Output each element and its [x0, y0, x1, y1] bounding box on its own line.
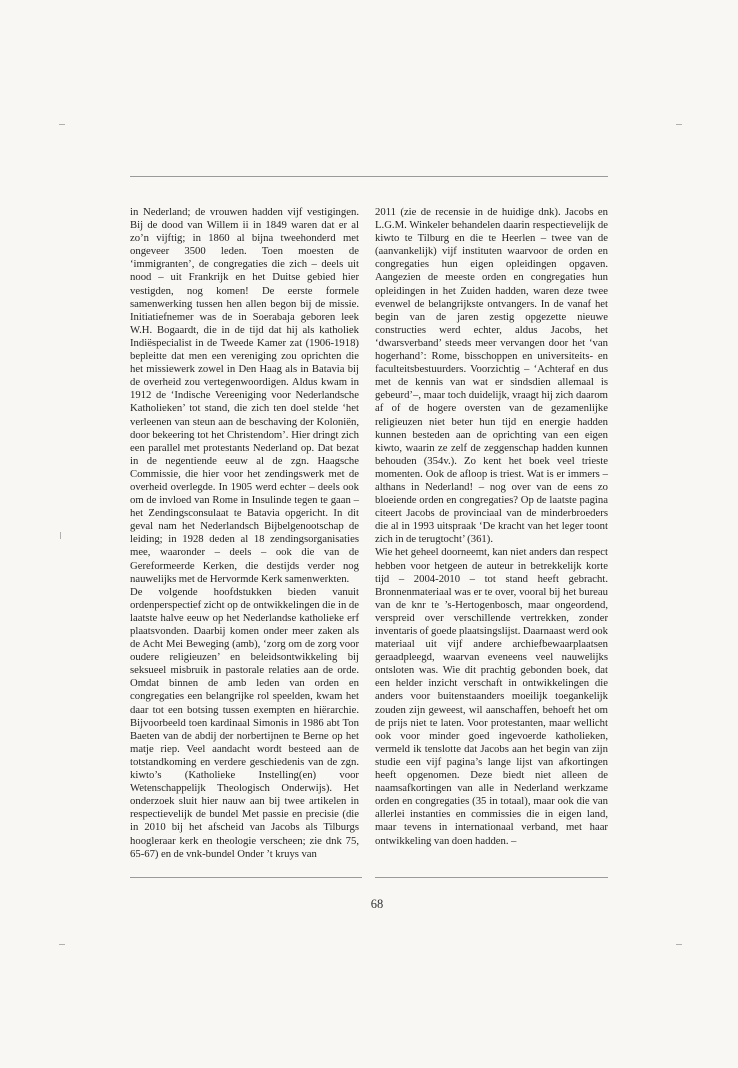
crop-mark — [676, 944, 682, 945]
margin-tick — [60, 532, 61, 539]
paragraph: 2011 (zie de recensie in de huidige dnk). Jacobs en L.G.M. Winkeler behandelen daarin respectievelijk de kiwto te Tilburg en die te Heerlen – twee van de (aanvankelijk) vijf instituten waarvoor de orden en congregaties hun eigen opleidingen opgaven. Aangezien de meeste orden en congregaties hun opleidingen in het Zuiden hadden, waren deze twee evenwel de belangrijkste ontvangers. In de vanaf het begin van de jaren zestig opgezette nieuwe constructies werd echter, aldus Jacobs, het ‘dwarsverband’ steeds meer vervangen door het ‘van hogerhand’: Rome, bisschoppen en universiteits- en faculteitsbestuurders. Voorzichtig – ‘Achteraf en dus met de kennis van wat er sindsdien allemaal is gebeurd’–, maar toch duidelijk, vraagt hij zich daarom af of de hogere oversten van de gezamenlijke religieuzen niet beter hun tijd en energie hadden kunnen besteden aan de oprichting van een eigen kiwto, waarin ze zelf de zeggenschap hadden kunnen behouden (354v.). Zo kent het boek veel trieste momenten. Ook de afloop is triest. Wat is er immers – althans in Nederland! – nog over van de eens zo bloeiende orden en congregaties? Op de laatste pagina citeert Jacobs de provinciaal van de minderbroeders die al in 1993 uitspraak ‘De kracht van het leger toont zich in de terugtocht’ (361). — [375, 206, 608, 546]
footer-rule-right — [375, 877, 608, 878]
paragraph: Wie het geheel doorneemt, kan niet anders dan respect hebben voor hetgeen de auteur in betrekkelijk korte tijd – 2004-2010 – tot stand heeft gebracht. Bronnenmateriaal was er te over, vooral bij het bureau van de knr te ’s-Hertogenbosch, maar ongeordend, verspreid over verschillende vertrekken, zonder inventaris of goede plaatsingslijst. Daarnaast werd ook materiaal uit vijf andere archiefbewaarplaatsen geraadpleegd, waarvan eveneens veel nauwelijks ontsloten was. Wie dit prachtig gebonden boek, dat een helder inzicht verschaft in ontwikkelingen die anders voor buitenstaanders moeilijk toegankelijk zouden zijn geweest, wil aanschaffen, behoeft het om de prijs niet te laten. Voor protestanten, maar wellicht ook voor minder goed ingevoerde katholieken, vermeld ik tenslotte dat Jacobs aan het begin van zijn studie een vijf pagina’s lange lijst van afkortingen heeft opgenomen. Deze biedt niet alleen de naamsafkortingen van alle in Nederland werkzame orden en congregaties (35 in totaal), maar ook die van allerlei instanties en commissies die in eigen land, maar tevens in internationaal verband, met haar ontwikkeling van doen hadden. – — [375, 546, 608, 847]
header-rule — [130, 176, 608, 177]
crop-mark — [59, 944, 65, 945]
page-number: 68 — [370, 897, 384, 911]
crop-mark — [676, 124, 682, 125]
left-column — [130, 206, 359, 861]
crop-mark — [59, 124, 65, 125]
right-column — [375, 206, 608, 848]
paragraph: De volgende hoofdstukken bieden vanuit ordenperspectief zicht op de ontwikkelingen die in de laatste halve eeuw op het Nederlandse katholieke erf plaatsvonden. Daarbij komen onder meer zaken als de Acht Mei Beweging (amb), ‘zorg om de zorg voor oudere religieuzen’ en beleidsontwikkeling bij seksueel misbruik in pastorale relaties aan de orde. Omdat binnen de amb leden van orden en congregaties een belangrijke rol speelden, kwam het daar tot een botsing tussen exempten en hiërarchie. Bijvoorbeeld toen kardinaal Simonis in 1986 abt Ton Baeten van de abdij der norbertijnen te Berne op het matje riep. Veel aandacht wordt besteed aan de totstandkoming en verdere geschiedenis van de zgn. kiwto’s (Katholieke Instelling(en) voor Wetenschappelijk Theologisch Onderwijs). Het onderzoek sluit hier nauw aan bij twee artikelen in respectievelijk de bundel Met passie en precisie (die in 2010 bij het afscheid van Jacobs als Tilburgs hoogleraar kerk en theologie verscheen; zie dnk 75, 65-67) en de vnk-bundel Onder ’t kruys van — [130, 585, 359, 860]
paragraph: in Nederland; de vrouwen hadden vijf vestigingen. Bij de dood van Willem ii in 1849 waren dat er al zo’n vijftig; in 1860 al bijna tweehonderd met ongeveer 3500 leden. Toen moesten de ‘immigranten’, de congregaties die zich – deels uit nood – uit Frankrijk en het Duitse gebied hier vestigden, nog komen! De eerste formele samenwerking tussen hen allen begon bij de missie. Initiatiefnemer was de in Soerabaja geboren leek W.H. Bogaardt, die in de tijd dat hij als katholiek Indiëspecialist in de Tweede Kamer zat (1906-1918) bepleitte dat men een vereniging zou oprichten die het missiewerk zowel in Den Haag als in Batavia bij de overheid zou vertegenwoordigen. Aldus kwam in 1912 de ‘Indische Vereeniging voor Nederlandsche Katholieken’ tot stand, die zich ten doel stelde ‘het verleenen van steun aan de beschaving der Koloniën, door bekeering tot het Christendom’. Hier dringt zich een parallel met protestants Nederland op. Dat bezat in de negentiende eeuw al de zgn. Haagsche Commissie, die hier voor het zendingswerk met de overheid overlegde. In 1905 werd echter – deels ook om de invloed van Rome in Insulinde tegen te gaan – het Zendingsconsulaat te Batavia opgericht. In dit geval nam het Nederlandsch Bijbelgenootschap de leiding; in 1928 deden al 18 zendingsorganisaties mee, waaronder – deels – ook die van de Gereformeerde Kerken, die destijds verder nog nauwelijks met de Hervormde Kerk samenwerkten. — [130, 206, 359, 585]
footer-rule-left — [130, 877, 362, 878]
